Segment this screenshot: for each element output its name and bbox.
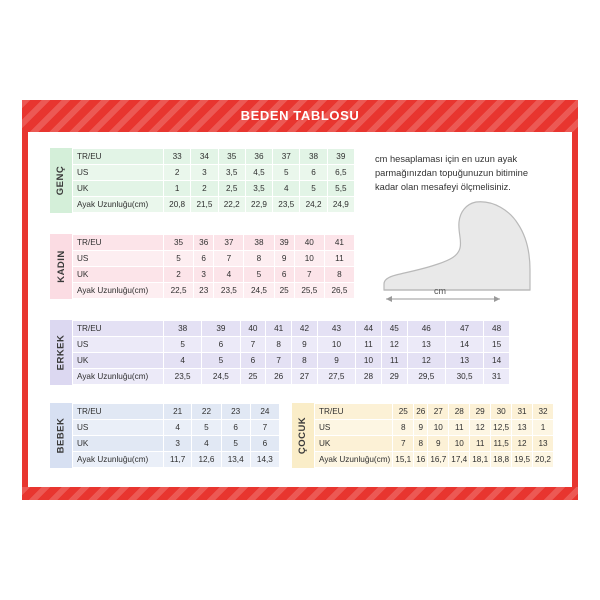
size-cell: 43 [317,321,355,337]
size-cell: 17,4 [449,452,470,468]
chart-header-banner [22,100,578,132]
row-header: Ayak Uzunluğu(cm) [73,197,164,213]
row-header: UK [73,436,164,452]
table-bebek [72,403,280,468]
size-cell: 22,9 [245,197,272,213]
size-cell: 5 [164,337,202,353]
table-row [315,404,554,420]
row-header: TR/EU [73,149,164,165]
row-header: US [73,337,164,353]
size-cell: 8 [244,251,274,267]
size-table-cocuk [292,403,550,468]
size-cell: 9 [292,337,318,353]
size-cell: 3 [194,267,214,283]
size-cell: 14 [484,353,510,369]
table-cocuk [314,403,554,468]
size-cell: 10 [428,420,449,436]
size-cell: 18,8 [491,452,512,468]
size-cell: 39 [202,321,240,337]
size-cell: 8 [292,353,318,369]
size-cell: 24,2 [300,197,327,213]
size-cell: 30,5 [445,369,483,385]
size-cell: 28 [449,404,470,420]
size-cell: 1 [533,420,554,436]
size-cell: 6 [221,420,250,436]
size-cell: 32 [533,404,554,420]
size-cell: 29,5 [407,369,445,385]
size-cell: 4,5 [245,165,272,181]
size-cell: 1 [164,181,191,197]
row-header: TR/EU [315,404,393,420]
size-cell: 4 [164,353,202,369]
table-row [315,436,554,452]
size-cell: 20,2 [533,452,554,468]
size-cell: 5 [164,251,194,267]
size-cell: 15,1 [393,452,414,468]
size-cell: 27,5 [317,369,355,385]
size-cell: 36 [245,149,272,165]
size-cell: 11 [324,251,354,267]
table-label-cocuk: ÇOCUK [292,403,314,468]
size-cell: 6 [202,337,240,353]
size-cell: 23 [194,283,214,299]
size-cell: 25,5 [294,283,324,299]
size-cell: 4 [192,436,221,452]
table-genc [72,148,355,213]
size-cell: 35 [218,149,245,165]
size-cell: 10 [294,251,324,267]
size-cell: 25 [274,283,294,299]
table-erkek [72,320,510,385]
size-cell: 38 [164,321,202,337]
table-row [315,420,554,436]
size-cell: 12 [381,337,407,353]
size-cell: 27 [428,404,449,420]
foot-measure-label: cm [434,286,446,296]
table-row [73,149,355,165]
size-cell: 33 [164,149,191,165]
size-cell: 31 [512,404,533,420]
row-header: TR/EU [73,321,164,337]
size-cell: 25 [240,369,266,385]
size-cell: 8 [266,337,292,353]
size-cell: 6,5 [327,165,354,181]
table-row [73,283,355,299]
size-cell: 26,5 [324,283,354,299]
table-row [73,436,280,452]
size-cell: 23 [221,404,250,420]
size-cell: 14,3 [250,452,279,468]
size-cell: 23,5 [273,197,300,213]
table-row [73,235,355,251]
size-cell: 30 [491,404,512,420]
size-cell: 38 [300,149,327,165]
table-row [73,181,355,197]
table-row [73,321,510,337]
row-header: US [315,420,393,436]
size-cell: 22,2 [218,197,245,213]
size-cell: 36 [194,235,214,251]
size-cell: 15 [484,337,510,353]
size-cell: 22 [192,404,221,420]
size-cell: 7 [240,337,266,353]
size-cell: 12,5 [491,420,512,436]
size-cell: 11,5 [491,436,512,452]
size-cell: 39 [274,235,294,251]
size-cell: 6 [274,267,294,283]
size-cell: 8 [393,420,414,436]
size-cell: 34 [191,149,218,165]
size-cell: 11,7 [164,452,192,468]
size-cell: 21,5 [191,197,218,213]
size-cell: 3,5 [245,181,272,197]
size-cell: 11 [356,337,382,353]
size-cell: 23,5 [214,283,244,299]
size-cell: 13,4 [221,452,250,468]
size-cell: 13 [407,337,445,353]
row-header: UK [73,353,164,369]
size-cell: 13 [445,353,483,369]
size-cell: 20,8 [164,197,191,213]
table-label-erkek: ERKEK [50,320,72,385]
size-cell: 5 [244,267,274,283]
size-cell: 47 [445,321,483,337]
size-cell: 24 [250,404,279,420]
chart-footer-banner [22,487,578,500]
table-row [73,404,280,420]
size-table-kadin [50,234,355,299]
size-cell: 3,5 [218,165,245,181]
size-cell: 48 [484,321,510,337]
size-cell: 19,5 [512,452,533,468]
row-header: US [73,420,164,436]
size-cell: 40 [240,321,266,337]
size-table-bebek [50,403,280,468]
size-cell: 40 [294,235,324,251]
size-table-erkek [50,320,510,385]
row-header: TR/EU [73,235,164,251]
table-row [315,452,554,468]
row-header: Ayak Uzunluğu(cm) [73,452,164,468]
row-header: UK [73,181,164,197]
table-row [73,251,355,267]
size-cell: 5 [192,420,221,436]
size-cell: 41 [324,235,354,251]
size-cell: 31 [484,369,510,385]
size-cell: 14 [445,337,483,353]
size-cell: 24,5 [244,283,274,299]
size-cell: 2 [164,165,191,181]
size-cell: 39 [327,149,354,165]
size-cell: 25 [393,404,414,420]
size-cell: 2,5 [218,181,245,197]
size-cell: 38 [244,235,274,251]
table-label-genc: GENÇ [50,148,72,213]
table-row [73,452,280,468]
size-cell: 35 [164,235,194,251]
size-cell: 18,1 [470,452,491,468]
size-cell: 13 [533,436,554,452]
size-cell: 9 [274,251,294,267]
size-cell: 26 [414,404,428,420]
row-header: Ayak Uzunluğu(cm) [315,452,393,468]
table-label-kadin: KADIN [50,234,72,299]
size-cell: 7 [266,353,292,369]
row-header: US [73,165,164,181]
size-cell: 7 [214,251,244,267]
size-cell: 5 [202,353,240,369]
row-header: UK [315,436,393,452]
table-label-bebek: BEBEK [50,403,72,468]
size-cell: 2 [164,267,194,283]
row-header: TR/EU [73,404,164,420]
size-cell: 7 [393,436,414,452]
size-cell: 10 [356,353,382,369]
size-cell: 9 [414,420,428,436]
size-cell: 5,5 [327,181,354,197]
size-cell: 27 [292,369,318,385]
table-row [73,369,510,385]
row-header: Ayak Uzunluğu(cm) [73,283,164,299]
size-cell: 44 [356,321,382,337]
table-row [73,165,355,181]
size-cell: 11 [381,353,407,369]
size-cell: 9 [317,353,355,369]
size-cell: 22,5 [164,283,194,299]
size-cell: 6 [300,165,327,181]
size-cell: 6 [250,436,279,452]
page-title: BEDEN TABLOSU [240,108,360,123]
size-cell: 26 [266,369,292,385]
size-cell: 37 [214,235,244,251]
size-cell: 12 [470,420,491,436]
row-header: Ayak Uzunluğu(cm) [73,369,164,385]
size-cell: 2 [191,181,218,197]
size-cell: 9 [428,436,449,452]
size-cell: 12,6 [192,452,221,468]
size-cell: 13 [512,420,533,436]
table-row [73,337,510,353]
size-cell: 46 [407,321,445,337]
table-row [73,197,355,213]
size-cell: 24,9 [327,197,354,213]
size-cell: 16,7 [428,452,449,468]
size-cell: 6 [240,353,266,369]
size-cell: 10 [449,436,470,452]
table-row [73,267,355,283]
table-kadin [72,234,355,299]
row-header: US [73,251,164,267]
size-cell: 11 [470,436,491,452]
size-cell: 7 [250,420,279,436]
measure-instructions: cm hesaplaması için en uzun ayak parmağınızdan topuğunuzun bitimine kadar olan mesafeyi ölçmelisiniz. [375,154,528,192]
size-cell: 45 [381,321,407,337]
size-cell: 28 [356,369,382,385]
size-cell: 29 [381,369,407,385]
size-cell: 5 [273,165,300,181]
size-cell: 12 [407,353,445,369]
row-header: UK [73,267,164,283]
size-cell: 11 [449,420,470,436]
size-cell: 29 [470,404,491,420]
size-cell: 8 [414,436,428,452]
size-cell: 23,5 [164,369,202,385]
size-cell: 37 [273,149,300,165]
size-cell: 4 [164,420,192,436]
table-row [73,420,280,436]
size-cell: 41 [266,321,292,337]
size-cell: 6 [194,251,214,267]
size-cell: 7 [294,267,324,283]
size-cell: 12 [512,436,533,452]
size-cell: 3 [191,165,218,181]
size-cell: 5 [300,181,327,197]
size-cell: 4 [214,267,244,283]
size-cell: 8 [324,267,354,283]
size-cell: 4 [273,181,300,197]
size-cell: 16 [414,452,428,468]
table-row [73,353,510,369]
size-cell: 5 [221,436,250,452]
size-cell: 3 [164,436,192,452]
size-cell: 24,5 [202,369,240,385]
size-table-genc [50,148,355,213]
size-cell: 42 [292,321,318,337]
size-cell: 10 [317,337,355,353]
size-cell: 21 [164,404,192,420]
